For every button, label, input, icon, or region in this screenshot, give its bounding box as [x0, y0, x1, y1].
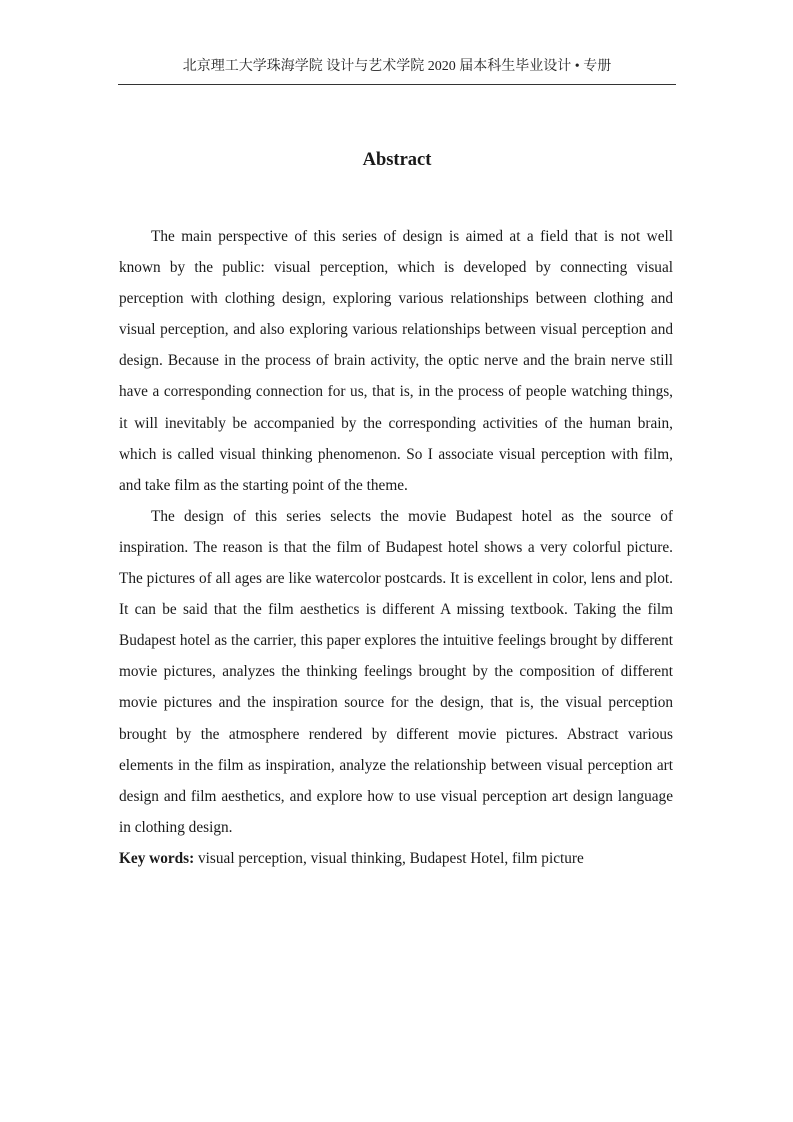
keywords-label: Key words:	[119, 849, 195, 867]
abstract-body	[119, 221, 673, 874]
header-rule	[118, 84, 676, 85]
keywords-line	[119, 843, 673, 874]
abstract-title: Abstract	[362, 150, 432, 170]
abstract-paragraph-1: The main perspective of this series of design is aimed at a field that is not well known by the public: visual perception, which is developed by connecting visual perception with clothing design, exploring various relationships between clothing and visual perception, and also exploring various relationships between visual perception and design. Because in the process of brain activity, the optic nerve and the brain nerve still have a corresponding connection for us, that is, in the process of people watching things, it will inevitably be accompanied by the corresponding activities of the human brain, which is called visual thinking phenomenon. So I associate visual perception with film, and take film as the starting point of the theme.	[119, 228, 673, 494]
keywords-text: visual perception, visual thinking, Budapest Hotel, film picture	[194, 849, 584, 867]
running-header: 北京理工大学珠海学院 设计与艺术学院 2020 届本科生毕业设计 • 专册	[182, 59, 612, 74]
abstract-paragraph-2: The design of this series selects the movie Budapest hotel as the source of inspiration. The reason is that the film of Budapest hotel shows a very colorful picture. The pictures of all ages are like watercolor postcards. It is excellent in color, lens and plot. It can be said that the film aesthetics is different A missing textbook. Taking the film Budapest hotel as the carrier, this paper explores the intuitive feelings brought by different movie pictures, analyzes the thinking feelings brought by the composition of different movie pictures and the inspiration source for the design, that is, the visual perception brought by the atmosphere rendered by different movie pictures. Abstract various elements in the film as inspiration, analyze the relationship between visual perception art design and film aesthetics, and explore how to use visual perception art design language in clothing design.	[119, 507, 673, 836]
